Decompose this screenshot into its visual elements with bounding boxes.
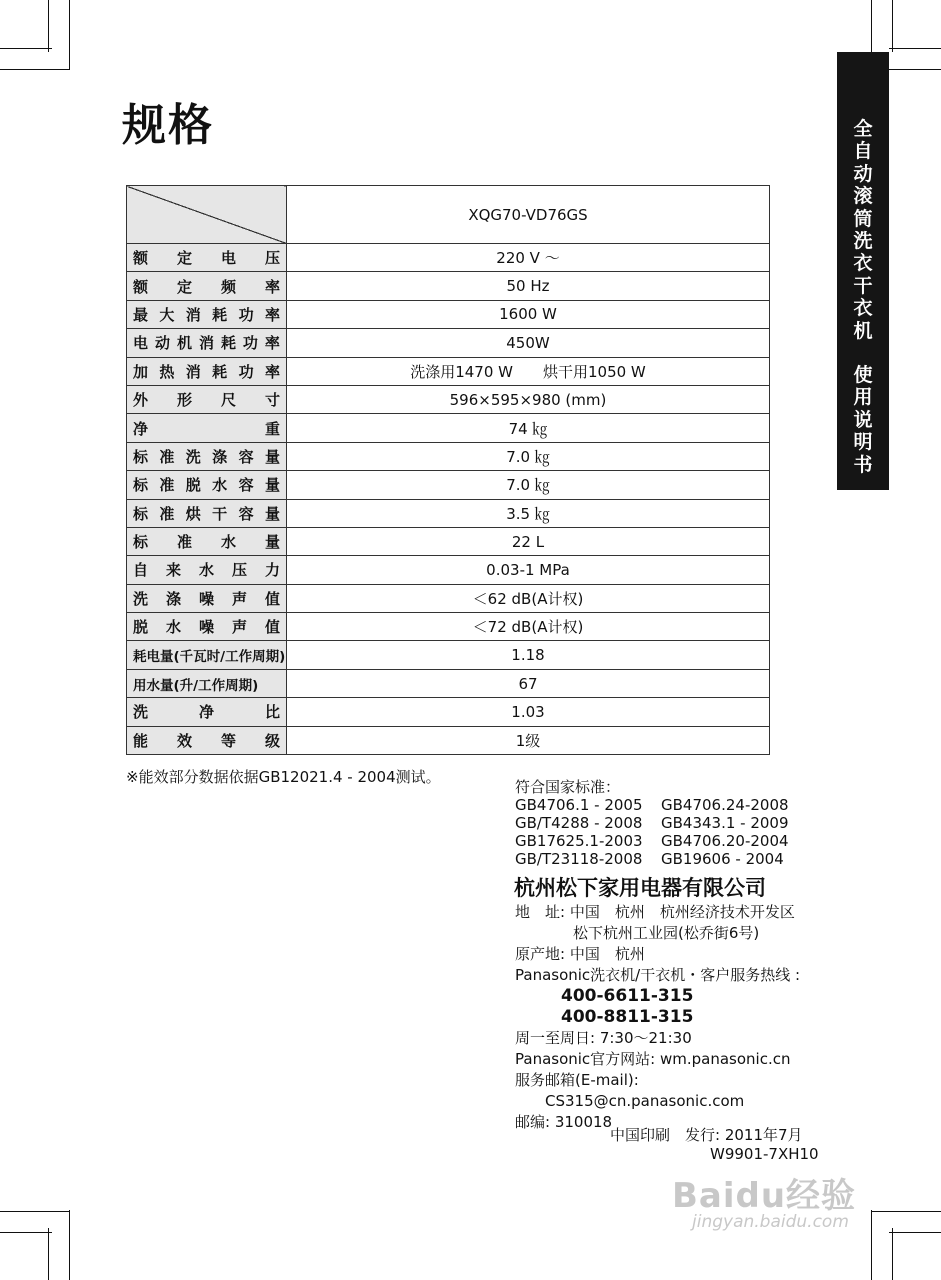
spec-value: 7.0 ㎏ xyxy=(287,442,770,470)
crop-mark xyxy=(871,1211,941,1212)
postcode: 邮编: 310018 xyxy=(515,1113,613,1131)
address-line-2: 松下杭州工业园(松乔街6号) xyxy=(573,924,760,942)
spec-label-char: 水 xyxy=(220,533,236,552)
spec-label-char: 量 xyxy=(264,447,280,466)
spec-row xyxy=(127,272,770,300)
spec-label-char: 压 xyxy=(264,249,280,268)
standard-code: GB/T23118-2008 xyxy=(515,850,643,868)
spec-label xyxy=(127,272,287,300)
crop-mark xyxy=(48,0,49,52)
spec-label-char: 热 xyxy=(159,362,175,381)
spec-row xyxy=(127,641,770,669)
crop-mark xyxy=(892,0,893,52)
spec-label-text: 耗电量(千瓦时/工作周期) xyxy=(133,649,286,666)
crop-mark xyxy=(0,1232,52,1233)
spec-row xyxy=(127,499,770,527)
spec-label-char: 功 xyxy=(242,334,258,353)
standards-block xyxy=(515,778,789,868)
spec-row xyxy=(127,726,770,754)
spec-label-char: 标 xyxy=(133,476,149,495)
spec-label-char: 净 xyxy=(198,703,214,722)
spec-label xyxy=(127,329,287,357)
spec-value: 220 V ～ xyxy=(287,244,770,272)
energy-note: ※能效部分数据依据GB12021.4 - 2004测试。 xyxy=(126,768,441,786)
spec-label-char: 外 xyxy=(133,391,149,410)
spec-label-char: 功 xyxy=(238,305,254,324)
spec-label xyxy=(127,726,287,754)
spec-value: 1级 xyxy=(287,726,770,754)
spec-row xyxy=(127,698,770,726)
crop-mark xyxy=(0,1211,70,1212)
spec-label-char: 洗 xyxy=(133,703,149,722)
spec-label xyxy=(127,556,287,584)
spec-label-char: 定 xyxy=(176,277,192,296)
spec-value: ＜72 dB(A计权) xyxy=(287,613,770,641)
standards-row xyxy=(515,814,789,832)
spec-label-char: 值 xyxy=(264,589,280,608)
spec-label-char: 容 xyxy=(238,476,254,495)
spec-value: 7.0 ㎏ xyxy=(287,471,770,499)
spec-label-char: 耗 xyxy=(212,362,228,381)
spec-label xyxy=(127,669,287,697)
spec-label-char: 声 xyxy=(231,589,247,608)
spec-label-char: 重 xyxy=(264,419,280,438)
standards-heading: 符合国家标准： xyxy=(515,778,621,796)
crop-mark xyxy=(0,48,52,49)
spec-label-char: 压 xyxy=(231,561,247,580)
spec-label-char: 率 xyxy=(264,305,280,324)
crop-mark xyxy=(892,1228,893,1280)
crop-mark xyxy=(871,1210,872,1280)
spec-label-char: 脱 xyxy=(133,618,149,637)
standard-code: GB4706.24-2008 xyxy=(661,796,789,814)
crop-mark xyxy=(48,1228,49,1280)
spec-label-char: 容 xyxy=(238,447,254,466)
website: Panasonic官方网站: wm.panasonic.cn xyxy=(515,1050,791,1068)
standard-code: GB4706.1 - 2005 xyxy=(515,796,643,814)
crop-mark xyxy=(69,1210,70,1280)
spec-row xyxy=(127,442,770,470)
spec-row xyxy=(127,471,770,499)
spec-label-char: 自 xyxy=(133,561,149,580)
spec-label-char: 大 xyxy=(159,305,175,324)
address-line-1: 地 址: 中国 杭州 杭州经济技术开发区 xyxy=(515,903,795,921)
standard-code: GB17625.1-2003 xyxy=(515,832,643,850)
spec-label-char: 涤 xyxy=(212,447,228,466)
spec-model: XQG70-VD76GS xyxy=(287,186,770,244)
spec-label-char: 声 xyxy=(231,618,247,637)
spec-label-char: 容 xyxy=(238,504,254,523)
spec-label-char: 等 xyxy=(220,731,236,750)
spec-value: 0.03-1 MPa xyxy=(287,556,770,584)
spec-label-char: 标 xyxy=(133,447,149,466)
spec-row xyxy=(127,613,770,641)
standard-code: GB19606 - 2004 xyxy=(661,850,784,868)
spec-label-char: 噪 xyxy=(198,618,214,637)
spec-row xyxy=(127,556,770,584)
spec-label-char: 洗 xyxy=(185,447,201,466)
spec-label-text: 用水量(升/工作周期) xyxy=(133,677,259,694)
spec-label-char: 烘 xyxy=(185,504,201,523)
spec-value: 22 L xyxy=(287,527,770,555)
spec-label-char: 额 xyxy=(133,277,149,296)
spec-value: 1.18 xyxy=(287,641,770,669)
spec-label-char: 形 xyxy=(176,391,192,410)
spec-label-char: 来 xyxy=(165,561,181,580)
service-hours: 周一至周日: 7:30～21:30 xyxy=(515,1029,692,1047)
spec-label-char: 能 xyxy=(133,731,149,750)
spec-label-char: 量 xyxy=(264,476,280,495)
spec-label-char: 涤 xyxy=(165,589,181,608)
spec-label-char: 尺 xyxy=(220,391,236,410)
spec-label-char: 率 xyxy=(264,334,280,353)
spec-label-char: 功 xyxy=(238,362,254,381)
spec-label xyxy=(127,471,287,499)
spec-label-char: 率 xyxy=(264,362,280,381)
spec-value: 74 ㎏ xyxy=(287,414,770,442)
standard-code: GB/T4288 - 2008 xyxy=(515,814,643,832)
spec-label xyxy=(127,527,287,555)
origin: 原产地: 中国 杭州 xyxy=(515,945,645,963)
side-tab-manual: 使用说明书 xyxy=(853,364,873,476)
spec-label-char: 量 xyxy=(264,533,280,552)
hotline-number-2: 400-8811-315 xyxy=(561,1007,694,1027)
spec-value: 67 xyxy=(287,669,770,697)
standards-row xyxy=(515,796,789,814)
spec-label xyxy=(127,300,287,328)
spec-value: 1.03 xyxy=(287,698,770,726)
spec-label xyxy=(127,499,287,527)
side-tab xyxy=(837,52,889,490)
email-address: CS315@cn.panasonic.com xyxy=(545,1092,745,1110)
spec-label-char: 干 xyxy=(212,504,228,523)
spec-label xyxy=(127,698,287,726)
spec-label-char: 标 xyxy=(133,504,149,523)
spec-label xyxy=(127,442,287,470)
standard-code: GB4706.20-2004 xyxy=(661,832,789,850)
spec-label-char: 值 xyxy=(264,618,280,637)
spec-label-char: 消 xyxy=(185,362,201,381)
spec-label-char: 量 xyxy=(264,504,280,523)
spec-value: 1600 W xyxy=(287,300,770,328)
spec-label-char: 洗 xyxy=(133,589,149,608)
crop-mark xyxy=(889,48,941,49)
spec-header-row xyxy=(127,186,770,244)
spec-label-char: 准 xyxy=(159,504,175,523)
spec-value: 50 Hz xyxy=(287,272,770,300)
spec-label-char: 级 xyxy=(264,731,280,750)
email-label: 服务邮箱(E-mail): xyxy=(515,1071,639,1089)
spec-label-char: 水 xyxy=(165,618,181,637)
spec-label-char: 水 xyxy=(198,561,214,580)
spec-row xyxy=(127,669,770,697)
spec-row xyxy=(127,300,770,328)
spec-label-char: 准 xyxy=(176,533,192,552)
spec-label-char: 消 xyxy=(185,305,201,324)
spec-label-char: 率 xyxy=(264,277,280,296)
watermark-url: jingyan.baidu.com xyxy=(692,1212,849,1232)
side-tab-product: 全自动滚筒洗衣干衣机 xyxy=(853,118,873,342)
spec-label xyxy=(127,641,287,669)
spec-label-char: 准 xyxy=(159,476,175,495)
spec-label-char: 水 xyxy=(212,476,228,495)
spec-label-char: 净 xyxy=(133,419,149,438)
spec-label-char: 耗 xyxy=(220,334,236,353)
standards-row xyxy=(515,832,789,850)
spec-row xyxy=(127,329,770,357)
spec-label-char: 消 xyxy=(198,334,214,353)
spec-row xyxy=(127,244,770,272)
spec-label-char: 比 xyxy=(264,703,280,722)
spec-label-char: 加 xyxy=(133,362,149,381)
spec-row xyxy=(127,385,770,413)
spec-row xyxy=(127,414,770,442)
spec-label xyxy=(127,414,287,442)
hotline-number-1: 400-6611-315 xyxy=(561,986,694,1006)
spec-label xyxy=(127,244,287,272)
crop-mark xyxy=(889,1232,941,1233)
spec-label-char: 电 xyxy=(133,334,149,353)
spec-label xyxy=(127,357,287,385)
spec-label-char: 电 xyxy=(220,249,236,268)
spec-label-char: 标 xyxy=(133,533,149,552)
spec-label xyxy=(127,584,287,612)
spec-label xyxy=(127,385,287,413)
crop-mark xyxy=(0,69,70,70)
spec-label-char: 定 xyxy=(176,249,192,268)
spec-label xyxy=(127,613,287,641)
spec-value: 450W xyxy=(287,329,770,357)
spec-label-char: 寸 xyxy=(264,391,280,410)
spec-label-char: 耗 xyxy=(212,305,228,324)
print-line: 中国印刷 发行: 2011年7月 xyxy=(610,1126,803,1144)
standards-row xyxy=(515,850,789,868)
spec-label-char: 动 xyxy=(154,334,170,353)
spec-label-char: 准 xyxy=(159,447,175,466)
spec-row xyxy=(127,584,770,612)
spec-row xyxy=(127,357,770,385)
standard-code: GB4343.1 - 2009 xyxy=(661,814,789,832)
spec-table xyxy=(126,185,770,755)
spec-value: 596×595×980 (mm) xyxy=(287,385,770,413)
spec-value: 洗涤用1470 W 烘干用1050 W xyxy=(287,357,770,385)
document-code: W9901-7XH10 xyxy=(710,1145,819,1163)
hotline-label: Panasonic洗衣机/干衣机・客户服务热线 : xyxy=(515,966,801,984)
spec-corner-cell xyxy=(127,186,287,244)
spec-label-char: 效 xyxy=(176,731,192,750)
contact-info xyxy=(515,902,800,1133)
print-info xyxy=(610,1126,819,1164)
spec-label-char: 最 xyxy=(133,305,149,324)
spec-label-char: 噪 xyxy=(198,589,214,608)
spec-label-char: 脱 xyxy=(185,476,201,495)
spec-value: 3.5 ㎏ xyxy=(287,499,770,527)
spec-label-char: 力 xyxy=(264,561,280,580)
spec-label-char: 额 xyxy=(133,249,149,268)
crop-mark xyxy=(69,0,70,70)
spec-row xyxy=(127,527,770,555)
page-title: 规格 xyxy=(122,100,214,151)
spec-label-char: 频 xyxy=(220,277,236,296)
spec-value: ＜62 dB(A计权) xyxy=(287,584,770,612)
watermark-logo: Baidu经验 xyxy=(672,1176,857,1216)
spec-label-char: 机 xyxy=(176,334,192,353)
company-name: 杭州松下家用电器有限公司 xyxy=(514,876,766,900)
